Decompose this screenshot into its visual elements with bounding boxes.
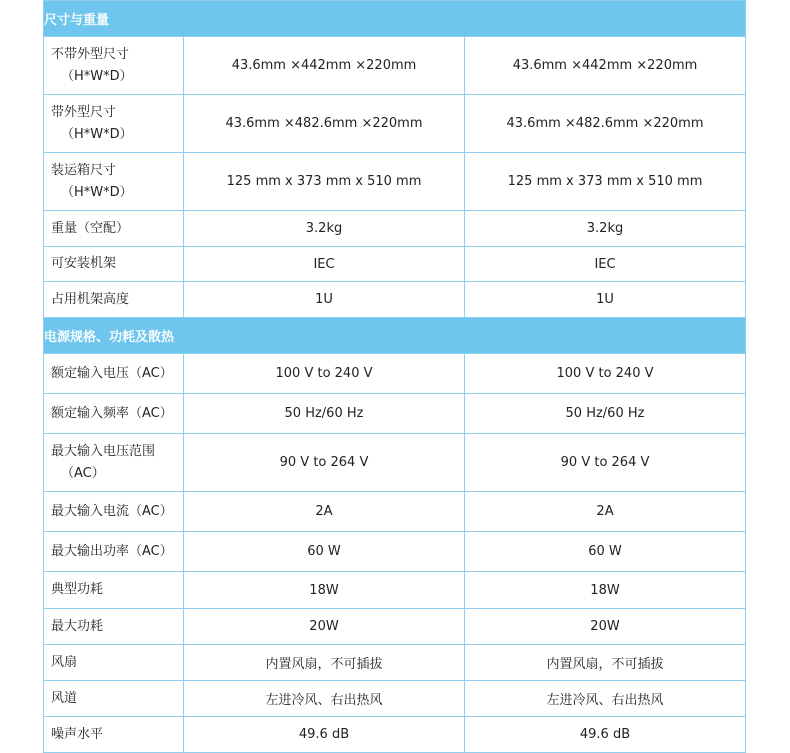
row-label: 典型功耗 bbox=[44, 572, 184, 609]
row-value-2: 2A bbox=[465, 492, 746, 532]
table-row bbox=[44, 572, 746, 609]
row-value-1: 3.2kg bbox=[184, 211, 465, 247]
table-row bbox=[44, 354, 746, 394]
row-value-1: 18W bbox=[184, 572, 465, 609]
row-label: 额定输入频率（AC） bbox=[44, 394, 184, 434]
row-value-1: 100 V to 240 V bbox=[184, 354, 465, 394]
spec-table bbox=[43, 0, 746, 753]
row-value-1: 50 Hz/60 Hz bbox=[184, 394, 465, 434]
row-value-1: 43.6mm ×442mm ×220mm bbox=[184, 37, 465, 95]
row-value-2: 100 V to 240 V bbox=[465, 354, 746, 394]
section-title: 尺寸与重量 bbox=[44, 1, 746, 37]
table-row bbox=[44, 492, 746, 532]
row-value-2: 18W bbox=[465, 572, 746, 609]
row-value-2: 49.6 dB bbox=[465, 717, 746, 753]
row-value-1: 1U bbox=[184, 282, 465, 318]
table-row bbox=[44, 717, 746, 753]
table-row bbox=[44, 37, 746, 95]
row-label: 最大输出功率（AC） bbox=[44, 532, 184, 572]
row-value-2: 50 Hz/60 Hz bbox=[465, 394, 746, 434]
table-row bbox=[44, 681, 746, 717]
table-row bbox=[44, 95, 746, 153]
row-value-2: 60 W bbox=[465, 532, 746, 572]
table-row bbox=[44, 153, 746, 211]
row-label: 占用机架高度 bbox=[44, 282, 184, 318]
row-value-2: 3.2kg bbox=[465, 211, 746, 247]
row-label: 不带外型尺寸 （H*W*D） bbox=[44, 37, 184, 95]
row-label: 风扇 bbox=[44, 645, 184, 681]
section-header-power bbox=[44, 318, 746, 354]
section-title: 电源规格、功耗及散热 bbox=[44, 318, 746, 354]
row-label: 额定输入电压（AC） bbox=[44, 354, 184, 394]
row-value-2: 125 mm x 373 mm x 510 mm bbox=[465, 153, 746, 211]
table-row bbox=[44, 645, 746, 681]
row-label: 重量（空配） bbox=[44, 211, 184, 247]
row-value-1: 2A bbox=[184, 492, 465, 532]
row-label: 装运箱尺寸 （H*W*D） bbox=[44, 153, 184, 211]
row-value-1: 左进冷风、右出热风 bbox=[184, 681, 465, 717]
table-row bbox=[44, 247, 746, 282]
row-value-1: IEC bbox=[184, 247, 465, 282]
row-value-2: 90 V to 264 V bbox=[465, 434, 746, 492]
row-value-2: 内置风扇，不可插拔 bbox=[465, 645, 746, 681]
section-header-size-weight bbox=[44, 1, 746, 37]
table-row bbox=[44, 609, 746, 645]
row-value-2: 1U bbox=[465, 282, 746, 318]
row-label: 最大输入电流（AC） bbox=[44, 492, 184, 532]
table-row bbox=[44, 434, 746, 492]
table-row bbox=[44, 532, 746, 572]
row-value-1: 90 V to 264 V bbox=[184, 434, 465, 492]
row-value-2: 43.6mm ×482.6mm ×220mm bbox=[465, 95, 746, 153]
row-value-1: 内置风扇，不可插拔 bbox=[184, 645, 465, 681]
row-value-2: 43.6mm ×442mm ×220mm bbox=[465, 37, 746, 95]
row-value-2: 左进冷风、右出热风 bbox=[465, 681, 746, 717]
table-row bbox=[44, 394, 746, 434]
row-value-1: 20W bbox=[184, 609, 465, 645]
row-value-1: 60 W bbox=[184, 532, 465, 572]
row-value-2: IEC bbox=[465, 247, 746, 282]
row-value-1: 125 mm x 373 mm x 510 mm bbox=[184, 153, 465, 211]
row-label: 最大功耗 bbox=[44, 609, 184, 645]
table-row bbox=[44, 211, 746, 247]
table-row bbox=[44, 282, 746, 318]
row-label: 带外型尺寸 （H*W*D） bbox=[44, 95, 184, 153]
row-value-2: 20W bbox=[465, 609, 746, 645]
row-value-1: 43.6mm ×482.6mm ×220mm bbox=[184, 95, 465, 153]
row-label: 最大输入电压范围 （AC） bbox=[44, 434, 184, 492]
row-label: 噪声水平 bbox=[44, 717, 184, 753]
row-value-1: 49.6 dB bbox=[184, 717, 465, 753]
row-label: 可安装机架 bbox=[44, 247, 184, 282]
row-label: 风道 bbox=[44, 681, 184, 717]
